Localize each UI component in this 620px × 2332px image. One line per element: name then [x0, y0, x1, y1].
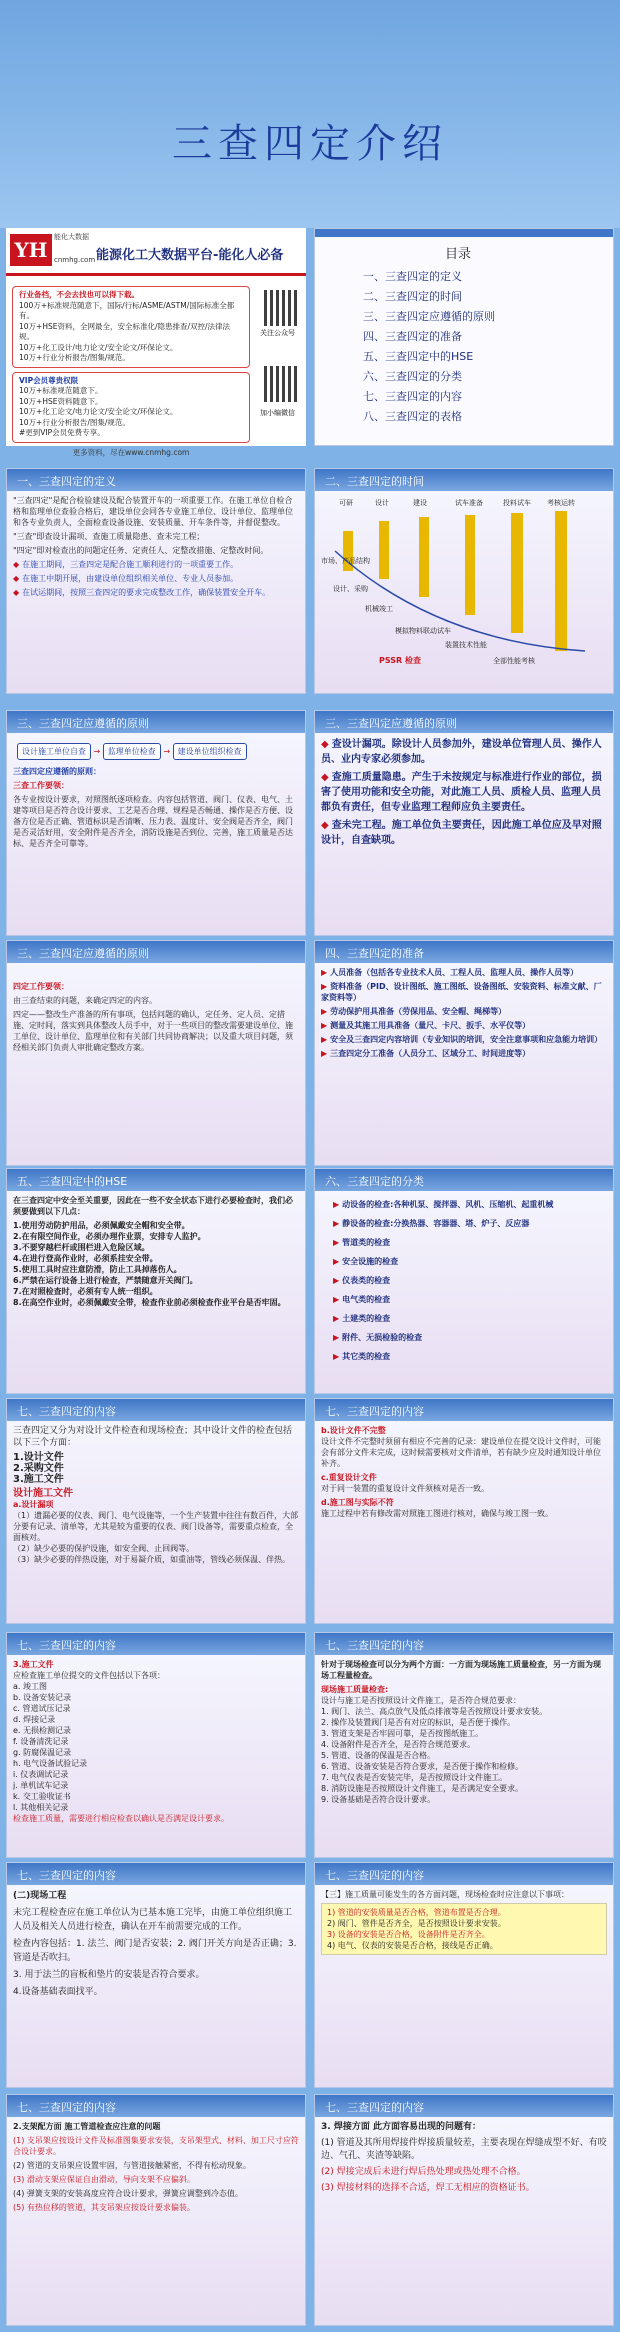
- list-item: 7.在对照检查时，必须有专人统一组织。: [13, 1287, 158, 1296]
- list-item: 5.使用工具时应注意防滑，防止工具掉落伤人。: [13, 1265, 182, 1274]
- toc-item[interactable]: 一、三查四定的定义: [363, 270, 462, 283]
- label: 四定工作要领：: [13, 982, 69, 991]
- list-item: 资料准备（PID、设计图纸、施工图纸、设备图纸、安装资料、标准文献、厂家资料等）: [321, 982, 602, 1002]
- subheading: 3. 焊接方面 此方面容易出现的问题有：: [321, 2122, 481, 2132]
- stage-label: 机械竣工: [365, 605, 393, 613]
- list-item: (1) 管道及其所用焊接件焊接质量较差，主要表现在焊缝成型不好、有咬边、气孔、夹渣等缺陷。: [321, 2138, 607, 2161]
- toc-list: [315, 267, 495, 427]
- item-lead: 查未完工程。: [331, 820, 392, 831]
- phase-label: 投料试车: [503, 499, 531, 507]
- label: 三查工作要领：: [13, 781, 69, 790]
- slide-principles-2: [314, 710, 614, 936]
- phase-bar: [511, 513, 523, 633]
- toc-title: 目录: [445, 247, 472, 262]
- qr-code-icon: [264, 290, 300, 326]
- item-lead: 查施工质量隐患。: [331, 772, 412, 783]
- list-item: 1.使用劳动防护用品，必须佩戴安全帽和安全带。: [13, 1221, 190, 1230]
- list-item: b. 设备安装记录: [13, 1693, 72, 1702]
- list-item: (1) 支吊架应按设计文件及标准图集要求安装，支吊架型式、材料、加工尺寸应符合设计要求。: [13, 2136, 299, 2156]
- slide-body: ▶ 动设备的检查:各种机泵、搅拌器、风机、压缩机、起重机械 ▶ 静设备的检查:分换热器、容器器、塔、炉子、反应器 ▶ 管道类的检查 ▶ 安全设施的检查 ▶ 仪表类的检查 ▶ 电气类的检查 ▶ 土建类的检查 ▶ 附件、无损检验的检查 ▶ 其它类的检查: [333, 1200, 554, 1361]
- ad-box-1-item: 100万+标准规范随意下，国际/行标/ASME/ASTM/国际标准全都有。: [19, 300, 235, 320]
- toc-band: [315, 229, 614, 237]
- list-item: (2) 焊接完成后未进行焊后热处理或热处理不合格。: [321, 2167, 526, 2177]
- list-item: 安全设施的检查: [342, 1257, 399, 1266]
- paragraph: 应检查施工单位提交的文件包括以下各项：: [13, 1671, 165, 1680]
- phase-label: 可研: [339, 499, 353, 507]
- phase-label: 考核运转: [547, 499, 575, 507]
- phase-label: 建设: [413, 499, 427, 507]
- ad-headline: 能源化工大数据平台-能化人必备: [96, 248, 284, 263]
- slide-title: 七、三查四定的内容: [325, 1869, 424, 1882]
- bullet-icon: ◆: [13, 588, 20, 597]
- slide-body: ▶ 人员准备（包括各专业技术人员、工程人员、监理人员、操作人员等） ▶ 资料准备（PID、设计图纸、施工图纸、设备图纸、安装资料、标准文献、厂家资料等） ▶ 劳动保护用具准备（劳保用品、安全帽、绳梯等） ▶ 测量及其施工用具准备（量尺、卡尺、扳手、水平仪等） ▶ 安全及三查四定内容培训（专业知识的培训，安全注意事项和应急能力培训） ▶ 三查四定分工准备（人员分工、区域分工、时间进度等）: [321, 968, 603, 1058]
- list-item: 2) 阀门、管件是否齐全，是否按照设计要求安装。: [327, 1919, 506, 1928]
- item-lead: 查设计漏项。: [331, 739, 392, 750]
- paragraph: "三查四定"是配合检验建设及配合装置开车的一项重要工作。在施工单位自检合格和监理单位查验合格后，建设单位会同各专业施工单位、设计单位、监理单位和各专业负责人，全面检查设备设施、安装质量、开车条件等，并督促整改。: [13, 496, 293, 527]
- item-text: 产生于未按规定与标准进行作业的部位，损害了使用功能和安全功能，对此施工人员、质检人员、监理人员都负有责任，但专业监理工程师应负主要责任。: [321, 772, 602, 813]
- phase-bar: [419, 517, 429, 597]
- list-item: g. 防腐保温记录: [13, 1748, 72, 1757]
- slide-body: [13, 1659, 299, 1853]
- slide-body: [321, 1659, 607, 1853]
- subheading: 3.施工文件: [13, 1660, 54, 1669]
- list-item: 7. 电气仪表是否安装完毕，是否按照设计文件施工。: [321, 1773, 508, 1782]
- list-item: (3) 焊接材料的选择不合适，焊工无相应的资格证书。: [321, 2183, 535, 2193]
- slide-preparation: [314, 940, 614, 1166]
- slide-title: 三、三查四定应遵循的原则: [17, 717, 149, 730]
- qr-label-1: 关注公众号: [260, 329, 295, 337]
- slide-principles: [6, 710, 306, 936]
- list-item: 静设备的检查:分换热器、容器器、塔、炉子、反应器: [342, 1219, 530, 1228]
- paragraph: 三查四定又分为对设计文件检查和现场检查；其中设计文件的检查包括以下三个方面：: [13, 1426, 293, 1448]
- subheading: (二)现场工程: [13, 1891, 67, 1901]
- toc-item[interactable]: 八、三查四定的表格: [363, 410, 462, 423]
- subheading: d.施工图与实际不符: [321, 1498, 394, 1507]
- slide-title: 二、三查四定的时间: [325, 475, 424, 488]
- ad-box-2-item: 10万+化工论文/电力论文/安全论文/环保论文。: [19, 407, 178, 416]
- list-item: (4) 弹簧支架的安装高度应符合设计要求，弹簧应调整到冷态值。: [13, 2189, 243, 2198]
- title-band: [0, 0, 620, 228]
- list-item: 安全及三查四定内容培训（专业知识的培训，安全注意事项和应急能力培训）: [330, 1035, 603, 1044]
- list-item: 6. 管道、设备安装是否符合要求，是否便于操作和检修。: [321, 1762, 524, 1771]
- list-item: h. 电气设备试验记录: [13, 1759, 88, 1768]
- ad-box-1-title: 行业备档，不会去找也可以得下载。: [19, 290, 139, 299]
- paragraph: 各专业按设计要求，对照图纸逐项检查。内容包括管道、阀门、仪表、电气、土建等项目是否符合设计要求、工艺是否合理、规程是否畅通、操作是否方便、设备方位是否正确、管道标识是否清晰、压力表、温度计、安全阀是否齐全，阀门是否灵活好用，安全附件是否齐全，消防设施是否到位、完善，施工质量是否达标、是否齐全可靠等。: [13, 795, 293, 848]
- ad-box-2: [12, 372, 250, 443]
- toc-item[interactable]: 五、三查四定中的HSE: [363, 350, 474, 363]
- paragraph: （1）遗漏必要的仪表、阀门、电气设施等，一个生产装置中往往有数百件，大部分要有记录、清单等，尤其是较为重要的仪表、阀门设备等，需要重点检查，全面核对。: [13, 1511, 299, 1542]
- toc-item[interactable]: 二、三查四定的时间: [363, 290, 462, 303]
- paragraph: "四定"即对检查出的问题定任务、定责任人、定整改措施、定整改时间。: [13, 546, 269, 555]
- timeline-curve: [335, 551, 585, 651]
- paragraph: 设计与施工是否按照设计文件施工，是否符合规范要求：: [321, 1696, 521, 1705]
- list-item: 8.在高空作业时，必须佩戴安全带，检查作业前必须检查作业平台是否牢固。: [13, 1298, 286, 1307]
- paragraph: "三查"即查设计漏项、查施工质量隐患、查未完工程；: [13, 532, 205, 541]
- list-item: 测量及其施工用具准备（量尺、卡尺、扳手、水平仪等）: [330, 1021, 531, 1030]
- subheading: b.设计文件不完整: [321, 1426, 386, 1435]
- ad-panel: [6, 228, 306, 457]
- bullet-icon: ◆: [321, 820, 329, 831]
- slide-title: 三、三查四定应遵循的原则: [325, 717, 457, 730]
- paragraph: 针对于现场检查可以分为两个方面：一方面为现场施工质量检查，另一方面为现场工程量检查。: [321, 1660, 601, 1680]
- list-item: 4) 电气、仪表的安装是否合格，接线是否正确。: [327, 1941, 498, 1950]
- phase-bar: [379, 521, 389, 579]
- list-item: 3.不要穿越栏杆或围栏进入危险区域。: [13, 1243, 150, 1252]
- list-item: i. 仪表调试记录: [13, 1770, 69, 1779]
- stage-label: 模拟物料联动试车: [395, 627, 451, 635]
- paragraph: 未完工程检查应在施工单位认为已基本施工完毕，由施工单位组织施工人员及相关人员进行检查，确认在开车前需要完成的工作。: [13, 1908, 293, 1932]
- slide-title: 七、三查四定的内容: [325, 1639, 424, 1652]
- subtitle: 三查四定应遵循的原则：: [13, 767, 101, 776]
- slide-body: [13, 495, 299, 689]
- list-item: 4.在进行登高作业时，必须系挂安全带。: [13, 1254, 158, 1263]
- ad-header: [6, 228, 306, 276]
- slide-hse: [6, 1168, 306, 1394]
- slide-title: 七、三查四定的内容: [325, 1405, 424, 1418]
- phase-bar: [555, 511, 567, 651]
- paragraph: 四定——整改生产准备的所有事项，包括问题的确认，定任务、定人员、定措施、定时间，落实到具体整改人员手中，对于一些项目的整改需要建设单位、施工单位、设计单位、监理单位和有关部门共同协商解决；以及重大项目问题，须经相关部门负责人审批确定整改方案。: [13, 1010, 293, 1052]
- ad-box-1-item: 10万+HSE资料，全网最全，安全标准化/隐患排查/双控/法律法规。: [19, 321, 231, 341]
- slide-body: [13, 1889, 299, 2083]
- toc-slide: [314, 228, 614, 446]
- stage-label: 装置技术性能: [445, 641, 487, 649]
- list-item: 3) 设备的安装是否合格，设备附件是否齐全。: [327, 1930, 490, 1939]
- page-title: 三查四定介绍: [172, 121, 448, 167]
- list-item: 动设备的检查:各种机泵、搅拌器、风机、压缩机、起重机械: [342, 1200, 554, 1209]
- slide-body: [321, 1425, 607, 1619]
- slide-body: [321, 1889, 607, 2083]
- slide-title: 一、三查四定的定义: [17, 475, 116, 488]
- slide-classification: [314, 1168, 614, 1394]
- list-item: 土建类的检查: [342, 1314, 391, 1323]
- phase-label: 设计: [375, 499, 389, 507]
- ad-box-2-footer: #更到VIP会员免费专享。: [19, 428, 105, 437]
- qr-label-2: 加小编微信: [260, 409, 295, 417]
- slide-content-1: [6, 1398, 306, 1624]
- paragraph: 在三查四定中安全至关重要，因此在一些不安全状态下进行必要检查时，我们必须要做到以下几点：: [13, 1196, 293, 1216]
- bullet-icon: ◆: [321, 739, 329, 750]
- slide-body: [13, 1425, 299, 1619]
- bullet-icon: ◆: [13, 560, 20, 569]
- ad-box-2-item: 10万+标准规范随意下。: [19, 386, 103, 395]
- paragraph: 4.设备基础表面找平。: [13, 1987, 103, 1997]
- bullet-icon: ◆: [321, 772, 329, 783]
- flow-step: 监理单位检查: [103, 743, 161, 760]
- list-item: 2. 操作及装置阀门是否有对应的标识，是否便于操作。: [321, 1718, 516, 1727]
- arrow-right-icon: →: [93, 747, 101, 756]
- logo-text: 能化大数据: [54, 233, 89, 241]
- slide-body: [13, 2121, 299, 2321]
- slide-title: 七、三查四定的内容: [17, 1405, 116, 1418]
- ad-box-2-title: VIP会员尊贵权限: [19, 375, 79, 385]
- flow-step: 设计施工单位自查: [17, 743, 91, 760]
- slide-body: [321, 2121, 607, 2321]
- ad-boxes: [6, 282, 256, 458]
- phase-bar: [465, 515, 475, 615]
- list-item: j. 单机试车记录: [13, 1781, 69, 1790]
- note: 在施工中期开展，由建设单位组织相关单位、专业人员参加。: [22, 574, 239, 583]
- list-item: 其它类的检查: [342, 1352, 391, 1361]
- slide-title: 五、三查四定中的HSE: [17, 1175, 128, 1188]
- slide-content-6: [314, 1862, 614, 2088]
- slide-title: 七、三查四定的内容: [17, 1639, 116, 1652]
- list-item: 9. 设备基础是否符合设计要求。: [321, 1795, 436, 1804]
- slide-content-2: [314, 1398, 614, 1624]
- slide-title: 七、三查四定的内容: [17, 2101, 116, 2114]
- slide-definition: [6, 468, 306, 694]
- list-item: 1) 管道的安装质量是否合格，管道布置是否合理。: [327, 1908, 506, 1917]
- note: 在施工期间，三查四定是配合施工顺利进行的一项重要工作。: [22, 560, 239, 569]
- slide-timeline: [314, 468, 614, 694]
- list-item: 5. 管道、设备的保温是否合格。: [321, 1751, 436, 1760]
- list-item: (5) 有热位移的管道，其支吊架应按设计要求偏装。: [13, 2203, 195, 2212]
- toc-item[interactable]: 四、三查四定的准备: [363, 330, 462, 343]
- toc-item[interactable]: 三、三查四定应遵循的原则: [363, 310, 495, 323]
- list-item: 仪表类的检查: [342, 1276, 391, 1285]
- arrow-right-icon: →: [163, 747, 171, 756]
- list-item: 3.施工文件: [13, 1474, 64, 1485]
- paragraph: 由三查结束的问题，来确定四定的内容。: [13, 996, 157, 1005]
- slide-content-4: [314, 1632, 614, 1858]
- slide-content-8: [314, 2094, 614, 2326]
- stage-label: 全部性能考核: [493, 657, 535, 665]
- paragraph: 【三】施工质量可能发生的各方面问题，现场检查时应注意以下事项：: [321, 1890, 569, 1899]
- item-text: 除设计人员参加外，建设单位管理人员、操作人员、业内专家必须参加。: [321, 739, 602, 765]
- paragraph: 3. 用于法兰的盲板和垫片的安装是否符合要求。: [13, 1970, 205, 1980]
- list-item: 人员准备（包括各专业技术人员、工程人员、监理人员、操作人员等）: [330, 968, 579, 977]
- slide-body: [321, 737, 607, 931]
- slide-content-7: [6, 2094, 306, 2326]
- paragraph: 施工过程中若有修改需对照施工图进行核对，确保与竣工图一致。: [321, 1509, 553, 1518]
- list-item: l. 其他相关记录: [13, 1803, 69, 1812]
- list-item: (2) 管道的支吊架应设置牢固，与管道接触紧密，不得有松动现象。: [13, 2161, 251, 2170]
- ad-box-1-item: 10万+化工设计/电力论文/安全论文/环保论文。: [19, 342, 178, 352]
- slide-title: 六、三查四定的分类: [325, 1175, 424, 1188]
- list-item: 3. 管道支架是否牢固可靠，是否按图纸施工。: [321, 1729, 484, 1738]
- list-item: 管道类的检查: [342, 1238, 391, 1247]
- flow-row: [17, 743, 299, 760]
- list-item: c. 管道试压记录: [13, 1704, 71, 1713]
- qr-code-icon: [264, 366, 300, 402]
- list-item: e. 无损检测记录: [13, 1726, 72, 1735]
- toc-item[interactable]: 六、三查四定的分类: [363, 370, 462, 383]
- paragraph: 对于同一装置的重复设计文件须核对是否一致。: [321, 1484, 489, 1493]
- highlight-box: [321, 1903, 607, 1955]
- list-item: d. 焊接记录: [13, 1715, 56, 1724]
- paragraph: 设计文件不完整时须留有相应不完善的记录：建设单位在提交设计文件时，可能会有部分文件未完成，这时候需要核对文件清单，若有缺少应及时通知设计单位补齐。: [321, 1437, 601, 1468]
- stage-label: 市场、产品结构: [321, 557, 370, 565]
- note: 在试运期间，按照三查四定的要求完成整改工作，确保装置安全开车。: [22, 588, 271, 597]
- slide-body: [13, 737, 299, 931]
- list-item: 附件、无损检验的检查: [342, 1333, 423, 1342]
- list-item: 8. 消防设施是否按照设计文件施工，是否满足安全要求。: [321, 1784, 524, 1793]
- list-item: 电气类的检查: [342, 1295, 391, 1304]
- paragraph: （2）缺少必要的保护设施，如安全阀、止回阀等。: [13, 1544, 195, 1553]
- logo-url: cnmhg.com: [54, 256, 96, 264]
- ad-box-1-item: 10万+行业分析报告/图集/规范。: [19, 353, 130, 362]
- timeline-diagram: [315, 491, 614, 694]
- phase-label: 试车准备: [455, 499, 483, 507]
- ad-box-2-item: 10万+行业分析报告/图集/规范。: [19, 417, 130, 427]
- list-item: (3) 滑动支架应保证自由滑动，导向支架不应偏斜。: [13, 2175, 195, 2184]
- flow-step: 建设单位组织检查: [173, 743, 247, 760]
- list-item: k. 交工验收证书: [13, 1792, 71, 1801]
- list-item: 4. 设备附件是否齐全，是否符合规范要求。: [321, 1740, 476, 1749]
- list-item: 1.设计文件: [13, 1452, 64, 1463]
- slide-body: [13, 981, 299, 1161]
- list-item: 1. 阀门、法兰、高点放气及低点排液等是否按照设计要求安装。: [321, 1707, 548, 1716]
- bullet-icon: ◆: [13, 574, 20, 583]
- list-item: 劳动保护用具准备（劳保用品、安全帽、绳梯等）: [330, 1007, 507, 1016]
- stage-label: 设计、采购: [333, 585, 368, 593]
- subheading: 现场施工质量检查:: [321, 1685, 389, 1694]
- slide-title: 七、三查四定的内容: [325, 2101, 424, 2114]
- list-item: 2.采购文件: [13, 1463, 64, 1474]
- paragraph: （3）缺少必要的伴热设施，对于易凝介质，如重油等，管线必须保温、伴热。: [13, 1555, 291, 1564]
- list-item: 三查四定分工准备（人员分工、区域分工、时间进度等）: [330, 1049, 531, 1058]
- brand-logo: YH: [10, 234, 52, 266]
- ad-box-2-item: 10万+HSE资料随意下。: [19, 396, 103, 406]
- note: 检查施工质量，需要进行相应检查以确认是否满足设计要求。: [13, 1814, 229, 1823]
- pssr-label: PSSR 检查: [379, 656, 421, 665]
- subheading: 设计施工文件: [13, 1488, 73, 1499]
- slide-content-3: [6, 1632, 306, 1858]
- list-item: 6.严禁在运行设备上进行检查，严禁随意开关阀门。: [13, 1276, 198, 1285]
- subheading: 2.支架配方面 施工管道检查应注意的问题: [13, 2122, 161, 2131]
- paragraph: 检查内容包括：1. 法兰、阀门是否安装；2. 阀门开关方向是否正确；3. 管道是否吹扫。: [13, 1939, 297, 1963]
- slide-content-5: [6, 1862, 306, 2088]
- slide-title: 七、三查四定的内容: [17, 1869, 116, 1882]
- list-item: 2.在有限空间作业，必须办理作业票，安排专人监护。: [13, 1232, 206, 1241]
- toc-item[interactable]: 七、三查四定的内容: [363, 390, 462, 403]
- item-text: 施工单位负主要责任，因此施工单位应及早对照设计，自查缺项。: [321, 820, 602, 846]
- slide-four-set: [6, 940, 306, 1166]
- ad-box-1: [12, 286, 250, 368]
- subheading: a.设计漏项: [13, 1500, 54, 1509]
- slide-title: 四、三查四定的准备: [325, 947, 424, 960]
- list-item: f. 设备清洗记录: [13, 1737, 69, 1746]
- slide-body: [13, 1195, 299, 1389]
- slide-title: 三、三查四定应遵循的原则: [17, 947, 149, 960]
- ad-site[interactable]: 更多资料，尽在www.cnmhg.com: [72, 447, 190, 457]
- list-item: a. 竣工图: [13, 1682, 47, 1691]
- subheading: c.重复设计文件: [321, 1473, 377, 1482]
